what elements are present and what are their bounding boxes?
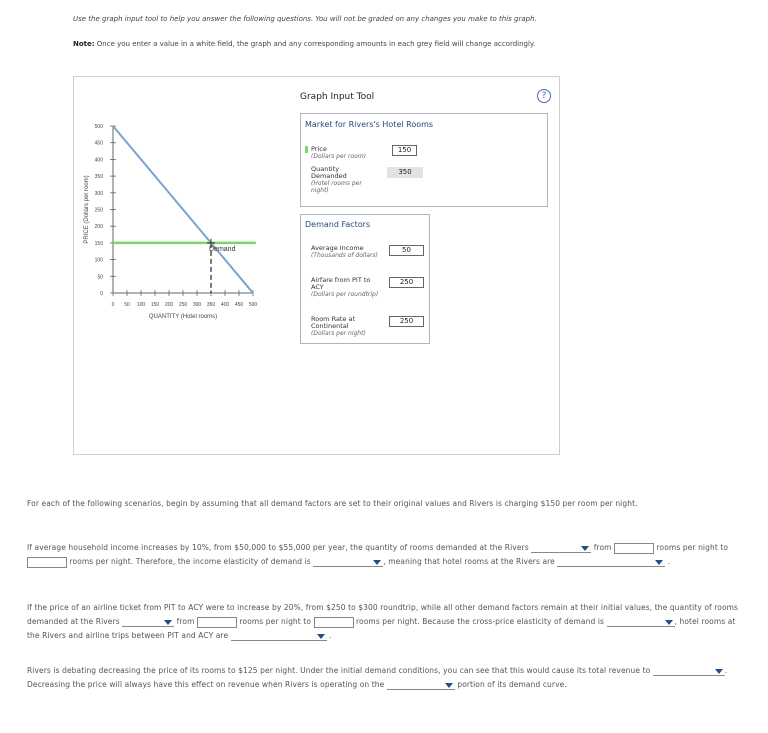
q1-direction-dropdown[interactable] (531, 543, 591, 553)
room-rate-units: (Dollars per night) (311, 330, 366, 337)
chevron-down-icon (665, 620, 673, 625)
q2-elasticity-dropdown[interactable] (607, 617, 675, 627)
price-units: (Dollars per room) (311, 153, 367, 160)
instruction-text: Use the graph input tool to help you answer the following questions. You will not be graded on any changes you make to this graph. (73, 15, 537, 23)
q1-from-input[interactable] (614, 543, 654, 554)
x-tick-label: 50 (124, 302, 130, 308)
scenario-intro: For each of the following scenarios, begin by assuming that all demand factors are set to their original values and Rivers is charging $150 per room per night. (27, 499, 638, 508)
airfare-units: (Dollars per roundtrip) (311, 291, 379, 298)
y-tick-label: 300 (94, 190, 103, 197)
y-tick-label: 450 (94, 140, 103, 147)
chevron-down-icon (164, 620, 172, 625)
q1-text-b: from (593, 543, 612, 552)
quantity-label: Quantity Demanded (Hotel rooms per night) (311, 165, 362, 194)
chevron-down-icon (373, 560, 381, 565)
q1-text-f: Rivers are (516, 557, 555, 566)
question-revenue (27, 664, 749, 692)
q1-good-type-dropdown[interactable] (557, 557, 665, 567)
y-tick-label: 250 (94, 207, 103, 214)
q1-text-e: , meaning that hotel rooms at the (383, 557, 514, 566)
chevron-down-icon (445, 683, 453, 688)
q2-direction-dropdown[interactable] (122, 617, 174, 627)
q2-text-c: rooms per night to (239, 617, 312, 626)
x-tick-label: 250 (178, 302, 188, 308)
y-axis-label: PRICE (Dollars per room) (84, 175, 90, 244)
x-tick-label: 200 (164, 302, 174, 308)
tool-title: Graph Input Tool (300, 92, 375, 102)
airfare-label: Airfare from PIT to ACY (Dollars per roundtrip) (311, 276, 379, 298)
airfare-field[interactable]: 250 (389, 277, 424, 288)
x-tick-label: 300 (192, 302, 202, 308)
x-tick-label: 350 (206, 302, 216, 308)
price-field[interactable]: 150 (392, 145, 417, 156)
question-income (27, 541, 749, 569)
demand-curve (113, 126, 253, 293)
y-tick-label: 0 (100, 291, 103, 297)
q2-to-input[interactable] (314, 617, 354, 628)
x-tick-label: 400 (220, 302, 230, 308)
income-label: Average Income (Thousands of dollars) (311, 244, 378, 259)
q2-text-e: , hotel rooms at the Rivers and airline trips between PIT and ACY are (27, 617, 736, 640)
q1-text-d: rooms per night. Therefore, the income elasticity of demand is (69, 557, 311, 566)
income-field[interactable]: 50 (389, 245, 424, 256)
x-tick-label: 100 (136, 302, 146, 308)
q1-text-c: rooms per night to (656, 543, 729, 552)
q1-text-g: . (667, 557, 671, 566)
chevron-down-icon (317, 634, 325, 639)
question-airfare (27, 601, 749, 643)
q3-text-b: . Decreasing the price will always have this effect on revenue when Rivers is operating on the (27, 666, 728, 689)
quantity-units: (Hotel rooms per night) (311, 180, 362, 194)
y-tick-label: 100 (94, 257, 103, 264)
income-units: (Thousands of dollars) (311, 252, 378, 259)
q2-text-a: If the price of an airline ticket from PIT to ACY were to increase by 20%, from $250 to $300 roundtrip, while all other demand factors remain at their initial values, the quantity of rooms demanded at the Rivers (27, 603, 739, 626)
chevron-down-icon (715, 669, 723, 674)
x-tick-label: 450 (234, 302, 244, 308)
q3-portion-dropdown[interactable] (387, 680, 455, 690)
y-tick-label: 350 (94, 174, 103, 181)
price-color-swatch (305, 146, 308, 153)
y-tick-label: 200 (94, 224, 103, 231)
quantity-value: 350 (387, 167, 423, 178)
q1-elasticity-dropdown[interactable] (313, 557, 383, 567)
y-tick-label: 50 (97, 274, 103, 281)
q2-text-d: rooms per night. Because the cross-price elasticity of demand is (356, 617, 605, 626)
room-rate-field[interactable]: 250 (389, 316, 424, 327)
factors-title: Demand Factors (305, 220, 371, 229)
note-text (73, 40, 535, 48)
demand-graph[interactable] (80, 118, 285, 328)
q2-from-input[interactable] (197, 617, 237, 628)
chevron-down-icon (655, 560, 663, 565)
price-label: Price (Dollars per room) (311, 145, 367, 160)
q3-text-c: portion of its demand curve. (457, 680, 567, 689)
x-tick-label: 500 (248, 302, 258, 308)
question-icon[interactable]: ? (537, 89, 551, 103)
x-tick-label: 150 (150, 302, 160, 308)
y-tick-label: 150 (94, 240, 103, 247)
note-label: Note: (73, 40, 95, 48)
y-tick-label: 400 (94, 157, 103, 164)
demand-label: Demand (209, 245, 236, 253)
q1-to-input[interactable] (27, 557, 67, 568)
y-tick-label: 500 (94, 124, 103, 130)
q2-text-b: from (176, 617, 195, 626)
q2-text-f: . (329, 631, 332, 640)
q3-revenue-dropdown[interactable] (653, 666, 725, 676)
q2-relationship-dropdown[interactable] (231, 631, 327, 641)
q1-text-a: If average household income increases by 10%, from $50,000 to $55,000 per year, the quantity of rooms demanded at the Rivers (27, 543, 529, 552)
market-title: Market for Rivers's Hotel Rooms (305, 120, 434, 129)
note-body: Once you enter a value in a white field, the graph and any corresponding amounts in each grey field will change accordingly. (94, 40, 536, 48)
x-axis-label: QUANTITY (Hotel rooms) (148, 314, 218, 320)
x-tick-label: 0 (111, 302, 115, 308)
q3-text-a: Rivers is debating decreasing the price of its rooms to $125 per night. Under the initial demand conditions, you can see that this would cause its total revenue to (27, 666, 651, 675)
chevron-down-icon (581, 546, 589, 551)
room-rate-label: Room Rate at Continental (Dollars per night) (311, 315, 366, 337)
